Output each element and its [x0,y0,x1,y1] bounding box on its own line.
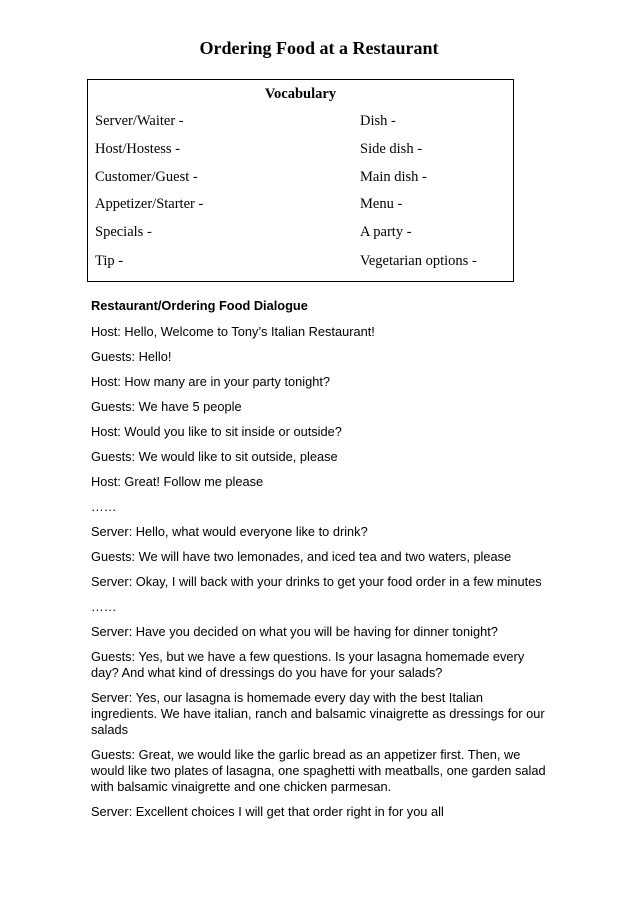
vocab-term-tip: Tip - [95,253,124,269]
dialogue-line: Guests: Hello! [91,349,172,364]
dialogue-line: Guests: Yes, but we have a few questions. Is your lasagna homemade every day? And what kind of dressings do you have for your salads? [91,649,525,680]
vocab-term-main-dish: Main dish - [360,169,427,185]
vocab-term-dish: Dish - [360,113,396,129]
vocab-term-server: Server/Waiter - [95,113,184,129]
dialogue-line: Server: Okay, I will back with your drinks to get your food order in a few minutes [91,574,542,589]
dialogue-heading: Restaurant/Ordering Food Dialogue [91,298,308,313]
vocab-term-party: A party - [360,224,412,240]
dialogue-line: Guests: Great, we would like the garlic bread as an appetizer first. Then, we would like two plates of lasagna, one spaghetti with meatballs, one garden salad with balsamic vinaigrette and one chicken parmesan. [91,747,546,794]
dialogue-separator: …… [91,499,117,514]
vocabulary-box [87,79,514,282]
dialogue-line: Host: Hello, Welcome to Tony’s Italian Restaurant! [91,324,375,339]
vocab-term-vegetarian: Vegetarian options - [360,253,477,269]
dialogue-line: Guests: We would like to sit outside, please [91,449,338,464]
dialogue-line: Guests: We will have two lemonades, and iced tea and two waters, please [91,549,512,564]
dialogue-line: Server: Yes, our lasagna is homemade every day with the best Italian ingredients. We have italian, ranch and balsamic vinaigrette as dressings for our salads [91,690,545,737]
dialogue-line: Server: Excellent choices I will get that order right in for you all [91,804,444,819]
vocab-term-host: Host/Hostess - [95,141,180,157]
vocabulary-heading: Vocabulary [264,86,337,102]
dialogue-separator: …… [91,599,117,614]
dialogue-line: Guests: We have 5 people [91,399,242,414]
dialogue-line: Host: How many are in your party tonight? [91,374,330,389]
dialogue-section [91,298,551,829]
vocab-term-side-dish: Side dish - [360,141,423,157]
dialogue-line: Host: Great! Follow me please [91,474,264,489]
vocab-term-appetizer: Appetizer/Starter - [95,196,204,212]
dialogue-line: Host: Would you like to sit inside or outside? [91,424,342,439]
vocab-term-specials: Specials - [95,224,152,240]
dialogue-line: Server: Have you decided on what you will be having for dinner tonight? [91,624,498,639]
dialogue-line: Server: Hello, what would everyone like to drink? [91,524,368,539]
vocab-term-customer: Customer/Guest - [95,169,198,185]
vocab-term-menu: Menu - [360,196,403,212]
page-title: Ordering Food at a Restaurant [199,38,439,58]
